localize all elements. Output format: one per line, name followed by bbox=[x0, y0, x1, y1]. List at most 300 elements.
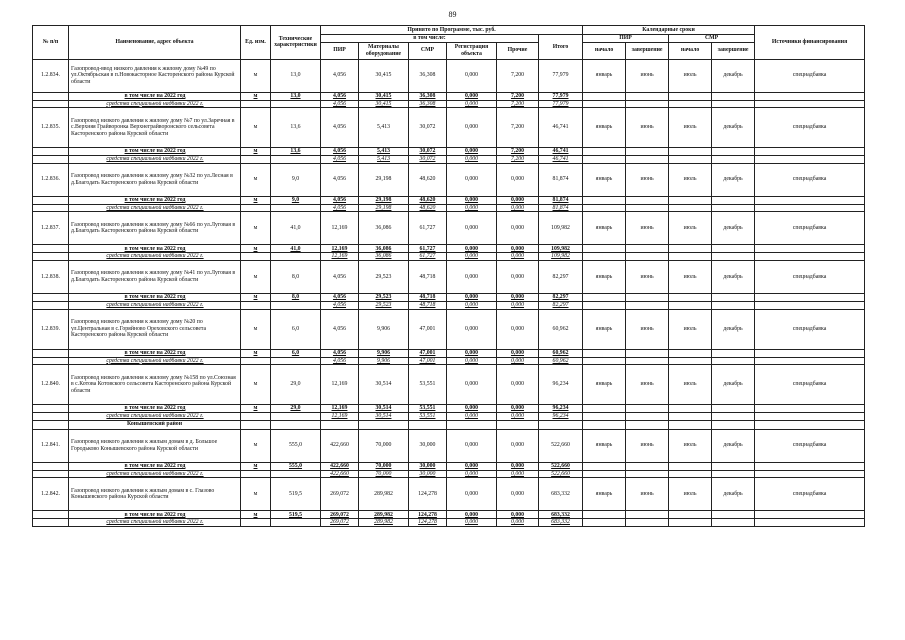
cell-smr: 61,727 bbox=[409, 245, 447, 253]
year-subtotal-row bbox=[33, 349, 865, 357]
cell-name: средства специальной надбавки 2022 г. bbox=[69, 100, 241, 108]
cell-other: 0,000 bbox=[497, 478, 539, 511]
cell-smr-start bbox=[669, 349, 712, 357]
cell-pir-end bbox=[626, 148, 669, 156]
cell-smr: 30,072 bbox=[409, 108, 447, 148]
cell-pir-end: июнь bbox=[626, 212, 669, 245]
cell-name: Газопровод низкого давления к жилому дому №32 по ул.Лесная в д.Благодать Касторенского района Курской области bbox=[69, 163, 241, 196]
cell-smr-start bbox=[669, 405, 712, 413]
cell-source: спецнадбавка bbox=[755, 108, 865, 148]
cell-name: Газопровод низкого давления к жилому дому №20 по ул.Центральная в с.Горяйново Ореховского сельсовета Касторенского района Курской области bbox=[69, 309, 241, 349]
cell-smr: 124,278 bbox=[409, 478, 447, 511]
cell-unit bbox=[241, 357, 271, 365]
cell-smr-end bbox=[712, 156, 755, 164]
cell-smr-start bbox=[669, 357, 712, 365]
cell-pir: 12,169 bbox=[321, 212, 359, 245]
cell-other bbox=[497, 420, 539, 429]
cell-materials: 5,413 bbox=[359, 148, 409, 156]
cell-registration: 0,000 bbox=[447, 293, 497, 301]
cell-unit: м bbox=[241, 429, 271, 462]
cell-tech bbox=[271, 204, 321, 212]
cell-smr-end: декабрь bbox=[712, 260, 755, 293]
cell-smr: 47,001 bbox=[409, 357, 447, 365]
cell-pir-end bbox=[626, 470, 669, 478]
cell-pir-end: июнь bbox=[626, 163, 669, 196]
cell-source bbox=[755, 100, 865, 108]
cell-unit bbox=[241, 100, 271, 108]
cell-materials: 289,982 bbox=[359, 478, 409, 511]
cell-other: 0,000 bbox=[497, 519, 539, 527]
cell-registration: 0,000 bbox=[447, 511, 497, 519]
cell-smr-end bbox=[712, 148, 755, 156]
header-registration: Регистрация объекта bbox=[447, 42, 497, 59]
cell-smr: 36,308 bbox=[409, 92, 447, 100]
cell-total bbox=[539, 420, 583, 429]
cell-pir-end bbox=[626, 462, 669, 470]
cell-smr-start bbox=[669, 253, 712, 261]
cell-smr-start: июль bbox=[669, 59, 712, 92]
cell-smr-end: декабрь bbox=[712, 365, 755, 405]
cell-registration: 0,000 bbox=[447, 429, 497, 462]
cell-materials: 289,982 bbox=[359, 511, 409, 519]
cell-smr-end bbox=[712, 204, 755, 212]
cell-pir: 4,056 bbox=[321, 148, 359, 156]
header-incl: в том числе: bbox=[321, 35, 539, 43]
cell-total: 522,660 bbox=[539, 462, 583, 470]
cell-smr-end: декабрь bbox=[712, 59, 755, 92]
cell-smr-end bbox=[712, 420, 755, 429]
cell-smr: 30,000 bbox=[409, 429, 447, 462]
cell-source bbox=[755, 245, 865, 253]
cell-smr-end bbox=[712, 511, 755, 519]
cell-materials: 9,906 bbox=[359, 309, 409, 349]
cell-total: 683,332 bbox=[539, 478, 583, 511]
cell-unit: м bbox=[241, 148, 271, 156]
cell-registration: 0,000 bbox=[447, 462, 497, 470]
cell-registration: 0,000 bbox=[447, 349, 497, 357]
cell-total: 109,982 bbox=[539, 253, 583, 261]
cell-pir: 12,169 bbox=[321, 245, 359, 253]
cell-smr-end bbox=[712, 253, 755, 261]
header-end-pir: завершение bbox=[626, 42, 669, 59]
cell-smr: 48,620 bbox=[409, 163, 447, 196]
cell-pir-end bbox=[626, 349, 669, 357]
cell-smr-end bbox=[712, 413, 755, 421]
cell-smr: 48,718 bbox=[409, 260, 447, 293]
cell-pir: 4,056 bbox=[321, 92, 359, 100]
cell-pir-end bbox=[626, 245, 669, 253]
cell-smr: 47,001 bbox=[409, 349, 447, 357]
cell-unit: м bbox=[241, 92, 271, 100]
cell-smr-start: июль bbox=[669, 108, 712, 148]
cell-unit bbox=[241, 519, 271, 527]
cell-registration: 0,000 bbox=[447, 108, 497, 148]
cell-materials: 9,906 bbox=[359, 349, 409, 357]
cell-smr-end bbox=[712, 92, 755, 100]
cell-source bbox=[755, 519, 865, 527]
year-subtotal-row bbox=[33, 405, 865, 413]
cell-tech: 555,0 bbox=[271, 462, 321, 470]
cell-smr: 47,001 bbox=[409, 309, 447, 349]
cell-tech bbox=[271, 470, 321, 478]
cell-source: спецнадбавка bbox=[755, 59, 865, 92]
cell-registration: 0,000 bbox=[447, 92, 497, 100]
cell-pir-end: июнь bbox=[626, 59, 669, 92]
cell-materials: 30,514 bbox=[359, 365, 409, 405]
cell-num bbox=[33, 470, 69, 478]
cell-source bbox=[755, 357, 865, 365]
cell-unit: м bbox=[241, 511, 271, 519]
cell-smr: 53,551 bbox=[409, 413, 447, 421]
cell-tech: 8,0 bbox=[271, 293, 321, 301]
cell-name: в том числе на 2022 год bbox=[69, 511, 241, 519]
cell-tech bbox=[271, 420, 321, 429]
special-surcharge-row bbox=[33, 301, 865, 309]
cell-num: 1.2.837. bbox=[33, 212, 69, 245]
cell-pir-end: июнь bbox=[626, 365, 669, 405]
cell-tech: 29,0 bbox=[271, 405, 321, 413]
cell-registration: 0,000 bbox=[447, 309, 497, 349]
cell-smr-end bbox=[712, 519, 755, 527]
cell-smr-end: декабрь bbox=[712, 309, 755, 349]
cell-smr-start bbox=[669, 100, 712, 108]
cell-num: 1.2.838. bbox=[33, 260, 69, 293]
object-row bbox=[33, 365, 865, 405]
cell-source: спецнадбавка bbox=[755, 260, 865, 293]
cell-tech: 9,0 bbox=[271, 196, 321, 204]
cell-total: 81,874 bbox=[539, 204, 583, 212]
cell-pir-end: июнь bbox=[626, 260, 669, 293]
cell-name: в том числе на 2022 год bbox=[69, 92, 241, 100]
cell-materials: 289,982 bbox=[359, 519, 409, 527]
cell-other: 0,000 bbox=[497, 357, 539, 365]
cell-tech: 8,0 bbox=[271, 260, 321, 293]
cell-num bbox=[33, 357, 69, 365]
cell-source bbox=[755, 301, 865, 309]
cell-total: 683,332 bbox=[539, 511, 583, 519]
cell-materials: 70,000 bbox=[359, 429, 409, 462]
cell-pir: 4,056 bbox=[321, 156, 359, 164]
cell-pir-start bbox=[583, 156, 626, 164]
cell-tech: 41,0 bbox=[271, 212, 321, 245]
cell-smr: 36,308 bbox=[409, 59, 447, 92]
cell-tech: 41,0 bbox=[271, 245, 321, 253]
cell-materials: 29,198 bbox=[359, 204, 409, 212]
cell-materials: 9,906 bbox=[359, 357, 409, 365]
special-surcharge-row bbox=[33, 357, 865, 365]
cell-pir: 12,169 bbox=[321, 405, 359, 413]
program-table bbox=[32, 25, 865, 527]
header-other: Прочие bbox=[497, 42, 539, 59]
cell-registration: 0,000 bbox=[447, 519, 497, 527]
cell-other: 0,000 bbox=[497, 253, 539, 261]
cell-unit: м bbox=[241, 163, 271, 196]
cell-other: 0,000 bbox=[497, 245, 539, 253]
cell-smr-start bbox=[669, 148, 712, 156]
cell-tech: 519,5 bbox=[271, 478, 321, 511]
cell-pir-end: июнь bbox=[626, 108, 669, 148]
cell-unit bbox=[241, 301, 271, 309]
cell-smr-end: декабрь bbox=[712, 212, 755, 245]
table-header bbox=[33, 26, 865, 60]
cell-registration: 0,000 bbox=[447, 163, 497, 196]
cell-other: 0,000 bbox=[497, 163, 539, 196]
cell-total: 60,962 bbox=[539, 349, 583, 357]
cell-unit: м bbox=[241, 59, 271, 92]
cell-other: 7,200 bbox=[497, 100, 539, 108]
cell-name: средства специальной надбавки 2022 г. bbox=[69, 301, 241, 309]
cell-name: Газопровод низкого давления к жилому дому №158 по ул.Союзная в с.Котова Котовского сельсовета Касторенского района Курской области bbox=[69, 365, 241, 405]
cell-smr-end bbox=[712, 100, 755, 108]
cell-name: в том числе на 2022 год bbox=[69, 462, 241, 470]
cell-smr-start bbox=[669, 92, 712, 100]
cell-pir-start: январь bbox=[583, 212, 626, 245]
cell-pir bbox=[321, 420, 359, 429]
cell-pir-start bbox=[583, 196, 626, 204]
cell-pir-start bbox=[583, 405, 626, 413]
cell-other: 0,000 bbox=[497, 429, 539, 462]
cell-smr-end: декабрь bbox=[712, 108, 755, 148]
cell-num bbox=[33, 156, 69, 164]
cell-num bbox=[33, 245, 69, 253]
cell-total: 82,297 bbox=[539, 293, 583, 301]
cell-unit: м bbox=[241, 293, 271, 301]
cell-tech: 519,5 bbox=[271, 511, 321, 519]
cell-smr-start bbox=[669, 511, 712, 519]
cell-materials: 29,198 bbox=[359, 163, 409, 196]
cell-pir-start bbox=[583, 92, 626, 100]
cell-other: 0,000 bbox=[497, 511, 539, 519]
cell-unit bbox=[241, 413, 271, 421]
cell-pir-start: январь bbox=[583, 429, 626, 462]
cell-registration: 0,000 bbox=[447, 301, 497, 309]
cell-pir-end: июнь bbox=[626, 429, 669, 462]
cell-source: спецнадбавка bbox=[755, 163, 865, 196]
cell-registration: 0,000 bbox=[447, 478, 497, 511]
cell-name: в том числе на 2022 год bbox=[69, 293, 241, 301]
cell-smr-end bbox=[712, 349, 755, 357]
cell-pir-start: январь bbox=[583, 108, 626, 148]
cell-smr-start bbox=[669, 470, 712, 478]
cell-num bbox=[33, 253, 69, 261]
cell-total: 60,962 bbox=[539, 309, 583, 349]
cell-materials: 36,086 bbox=[359, 245, 409, 253]
cell-unit: м bbox=[241, 405, 271, 413]
cell-source: спецнадбавка bbox=[755, 212, 865, 245]
cell-registration: 0,000 bbox=[447, 59, 497, 92]
object-row bbox=[33, 429, 865, 462]
cell-tech bbox=[271, 357, 321, 365]
cell-source: спецнадбавка bbox=[755, 478, 865, 511]
cell-pir: 4,056 bbox=[321, 293, 359, 301]
cell-registration: 0,000 bbox=[447, 365, 497, 405]
cell-tech: 13,6 bbox=[271, 148, 321, 156]
cell-pir-end bbox=[626, 196, 669, 204]
cell-name: в том числе на 2022 год bbox=[69, 196, 241, 204]
cell-materials: 30,415 bbox=[359, 92, 409, 100]
cell-unit: м bbox=[241, 365, 271, 405]
cell-smr: 124,278 bbox=[409, 519, 447, 527]
cell-smr: 36,308 bbox=[409, 100, 447, 108]
cell-pir-start: январь bbox=[583, 260, 626, 293]
cell-num bbox=[33, 148, 69, 156]
cell-smr: 30,072 bbox=[409, 156, 447, 164]
cell-smr-start bbox=[669, 420, 712, 429]
cell-other: 0,000 bbox=[497, 309, 539, 349]
header-smr: СМР bbox=[409, 42, 447, 59]
cell-source bbox=[755, 511, 865, 519]
cell-num bbox=[33, 413, 69, 421]
cell-materials: 36,086 bbox=[359, 212, 409, 245]
cell-name: в том числе на 2022 год bbox=[69, 148, 241, 156]
region-row bbox=[33, 420, 865, 429]
cell-pir: 422,660 bbox=[321, 462, 359, 470]
cell-materials bbox=[359, 420, 409, 429]
cell-materials: 30,415 bbox=[359, 100, 409, 108]
year-subtotal-row bbox=[33, 511, 865, 519]
object-row bbox=[33, 478, 865, 511]
cell-name: средства специальной надбавки 2022 г. bbox=[69, 357, 241, 365]
cell-tech: 13,0 bbox=[271, 92, 321, 100]
cell-materials: 30,514 bbox=[359, 405, 409, 413]
cell-other: 0,000 bbox=[497, 260, 539, 293]
cell-unit: м bbox=[241, 462, 271, 470]
cell-name: Газопровод низкого давления к жилому дому №41 по ул.Луговая в д.Благодать Касторенского района Курской области bbox=[69, 260, 241, 293]
cell-total: 82,297 bbox=[539, 260, 583, 293]
cell-pir-start bbox=[583, 511, 626, 519]
cell-unit: м bbox=[241, 309, 271, 349]
cell-pir-start bbox=[583, 519, 626, 527]
object-row bbox=[33, 212, 865, 245]
cell-pir-end bbox=[626, 156, 669, 164]
cell-source bbox=[755, 156, 865, 164]
cell-pir: 12,169 bbox=[321, 253, 359, 261]
cell-pir: 422,660 bbox=[321, 429, 359, 462]
cell-smr-start bbox=[669, 293, 712, 301]
cell-name: средства специальной надбавки 2022 г. bbox=[69, 470, 241, 478]
header-cal-pir: ПИР bbox=[583, 35, 669, 43]
cell-registration: 0,000 bbox=[447, 357, 497, 365]
special-surcharge-row bbox=[33, 156, 865, 164]
cell-source bbox=[755, 253, 865, 261]
cell-total: 96,234 bbox=[539, 365, 583, 405]
header-unit: Ед. изм. bbox=[241, 26, 271, 60]
cell-registration: 0,000 bbox=[447, 470, 497, 478]
cell-num: 1.2.840. bbox=[33, 365, 69, 405]
cell-pir-start bbox=[583, 100, 626, 108]
cell-num bbox=[33, 405, 69, 413]
cell-smr-start: июль bbox=[669, 260, 712, 293]
cell-total: 77,979 bbox=[539, 59, 583, 92]
cell-tech bbox=[271, 519, 321, 527]
cell-pir-end bbox=[626, 204, 669, 212]
cell-total: 60,962 bbox=[539, 357, 583, 365]
header-total: Итого bbox=[539, 35, 583, 60]
header-source: Источники финансирования bbox=[755, 26, 865, 60]
cell-smr-start bbox=[669, 301, 712, 309]
cell-pir: 4,056 bbox=[321, 59, 359, 92]
cell-other: 0,000 bbox=[497, 405, 539, 413]
cell-other: 7,200 bbox=[497, 59, 539, 92]
cell-num bbox=[33, 420, 69, 429]
cell-source bbox=[755, 204, 865, 212]
cell-pir: 4,056 bbox=[321, 309, 359, 349]
cell-unit bbox=[241, 253, 271, 261]
cell-unit: м bbox=[241, 212, 271, 245]
cell-pir: 12,169 bbox=[321, 413, 359, 421]
cell-other: 0,000 bbox=[497, 196, 539, 204]
cell-name: средства специальной надбавки 2022 г. bbox=[69, 413, 241, 421]
cell-pir-start: январь bbox=[583, 59, 626, 92]
cell-pir-start bbox=[583, 357, 626, 365]
cell-other: 0,000 bbox=[497, 470, 539, 478]
cell-name: Газопровод низкого давления к жилому дому №66 по ул.Луговая в д.Благодать Касторенского района Курской области bbox=[69, 212, 241, 245]
cell-materials: 30,514 bbox=[359, 413, 409, 421]
table-body bbox=[33, 59, 865, 526]
cell-name: средства специальной надбавки 2022 г. bbox=[69, 253, 241, 261]
cell-source bbox=[755, 148, 865, 156]
cell-name: средства специальной надбавки 2022 г. bbox=[69, 156, 241, 164]
cell-materials: 29,198 bbox=[359, 196, 409, 204]
cell-unit bbox=[241, 470, 271, 478]
cell-smr-end: декабрь bbox=[712, 163, 755, 196]
object-row bbox=[33, 59, 865, 92]
cell-smr-start bbox=[669, 204, 712, 212]
cell-registration: 0,000 bbox=[447, 260, 497, 293]
cell-total: 81,874 bbox=[539, 196, 583, 204]
header-accepted: Принято по Программе, тыс. руб. bbox=[321, 26, 583, 35]
cell-other: 7,200 bbox=[497, 108, 539, 148]
cell-pir-start: январь bbox=[583, 478, 626, 511]
cell-registration: 0,000 bbox=[447, 212, 497, 245]
cell-materials: 29,523 bbox=[359, 293, 409, 301]
cell-num bbox=[33, 349, 69, 357]
cell-registration: 0,000 bbox=[447, 156, 497, 164]
object-row bbox=[33, 260, 865, 293]
cell-smr-start bbox=[669, 462, 712, 470]
cell-smr-start: июль bbox=[669, 212, 712, 245]
cell-source bbox=[755, 462, 865, 470]
cell-smr-end: декабрь bbox=[712, 429, 755, 462]
cell-total: 77,979 bbox=[539, 100, 583, 108]
cell-smr: 48,718 bbox=[409, 301, 447, 309]
cell-pir-start bbox=[583, 413, 626, 421]
page-number: 89 bbox=[448, 10, 457, 19]
cell-num bbox=[33, 196, 69, 204]
cell-num bbox=[33, 301, 69, 309]
cell-pir-start: январь bbox=[583, 365, 626, 405]
cell-other: 0,000 bbox=[497, 365, 539, 405]
cell-materials: 30,415 bbox=[359, 59, 409, 92]
cell-pir-end bbox=[626, 405, 669, 413]
cell-name: Газопровод-ввод низкого давления к жилому дому №49 по ул.Октябрьская в п.Новокасторное Касторенского района Курской области bbox=[69, 59, 241, 92]
cell-num: 1.2.839. bbox=[33, 309, 69, 349]
cell-source bbox=[755, 92, 865, 100]
cell-other: 0,000 bbox=[497, 204, 539, 212]
cell-smr-start: июль bbox=[669, 309, 712, 349]
cell-source: спецнадбавка bbox=[755, 429, 865, 462]
cell-pir: 269,072 bbox=[321, 519, 359, 527]
cell-registration: 0,000 bbox=[447, 245, 497, 253]
cell-pir: 4,056 bbox=[321, 349, 359, 357]
cell-pir-end bbox=[626, 253, 669, 261]
cell-registration: 0,000 bbox=[447, 413, 497, 421]
cell-smr-start bbox=[669, 156, 712, 164]
cell-pir-start bbox=[583, 204, 626, 212]
cell-source bbox=[755, 349, 865, 357]
cell-smr bbox=[409, 420, 447, 429]
cell-smr-start: июль bbox=[669, 163, 712, 196]
